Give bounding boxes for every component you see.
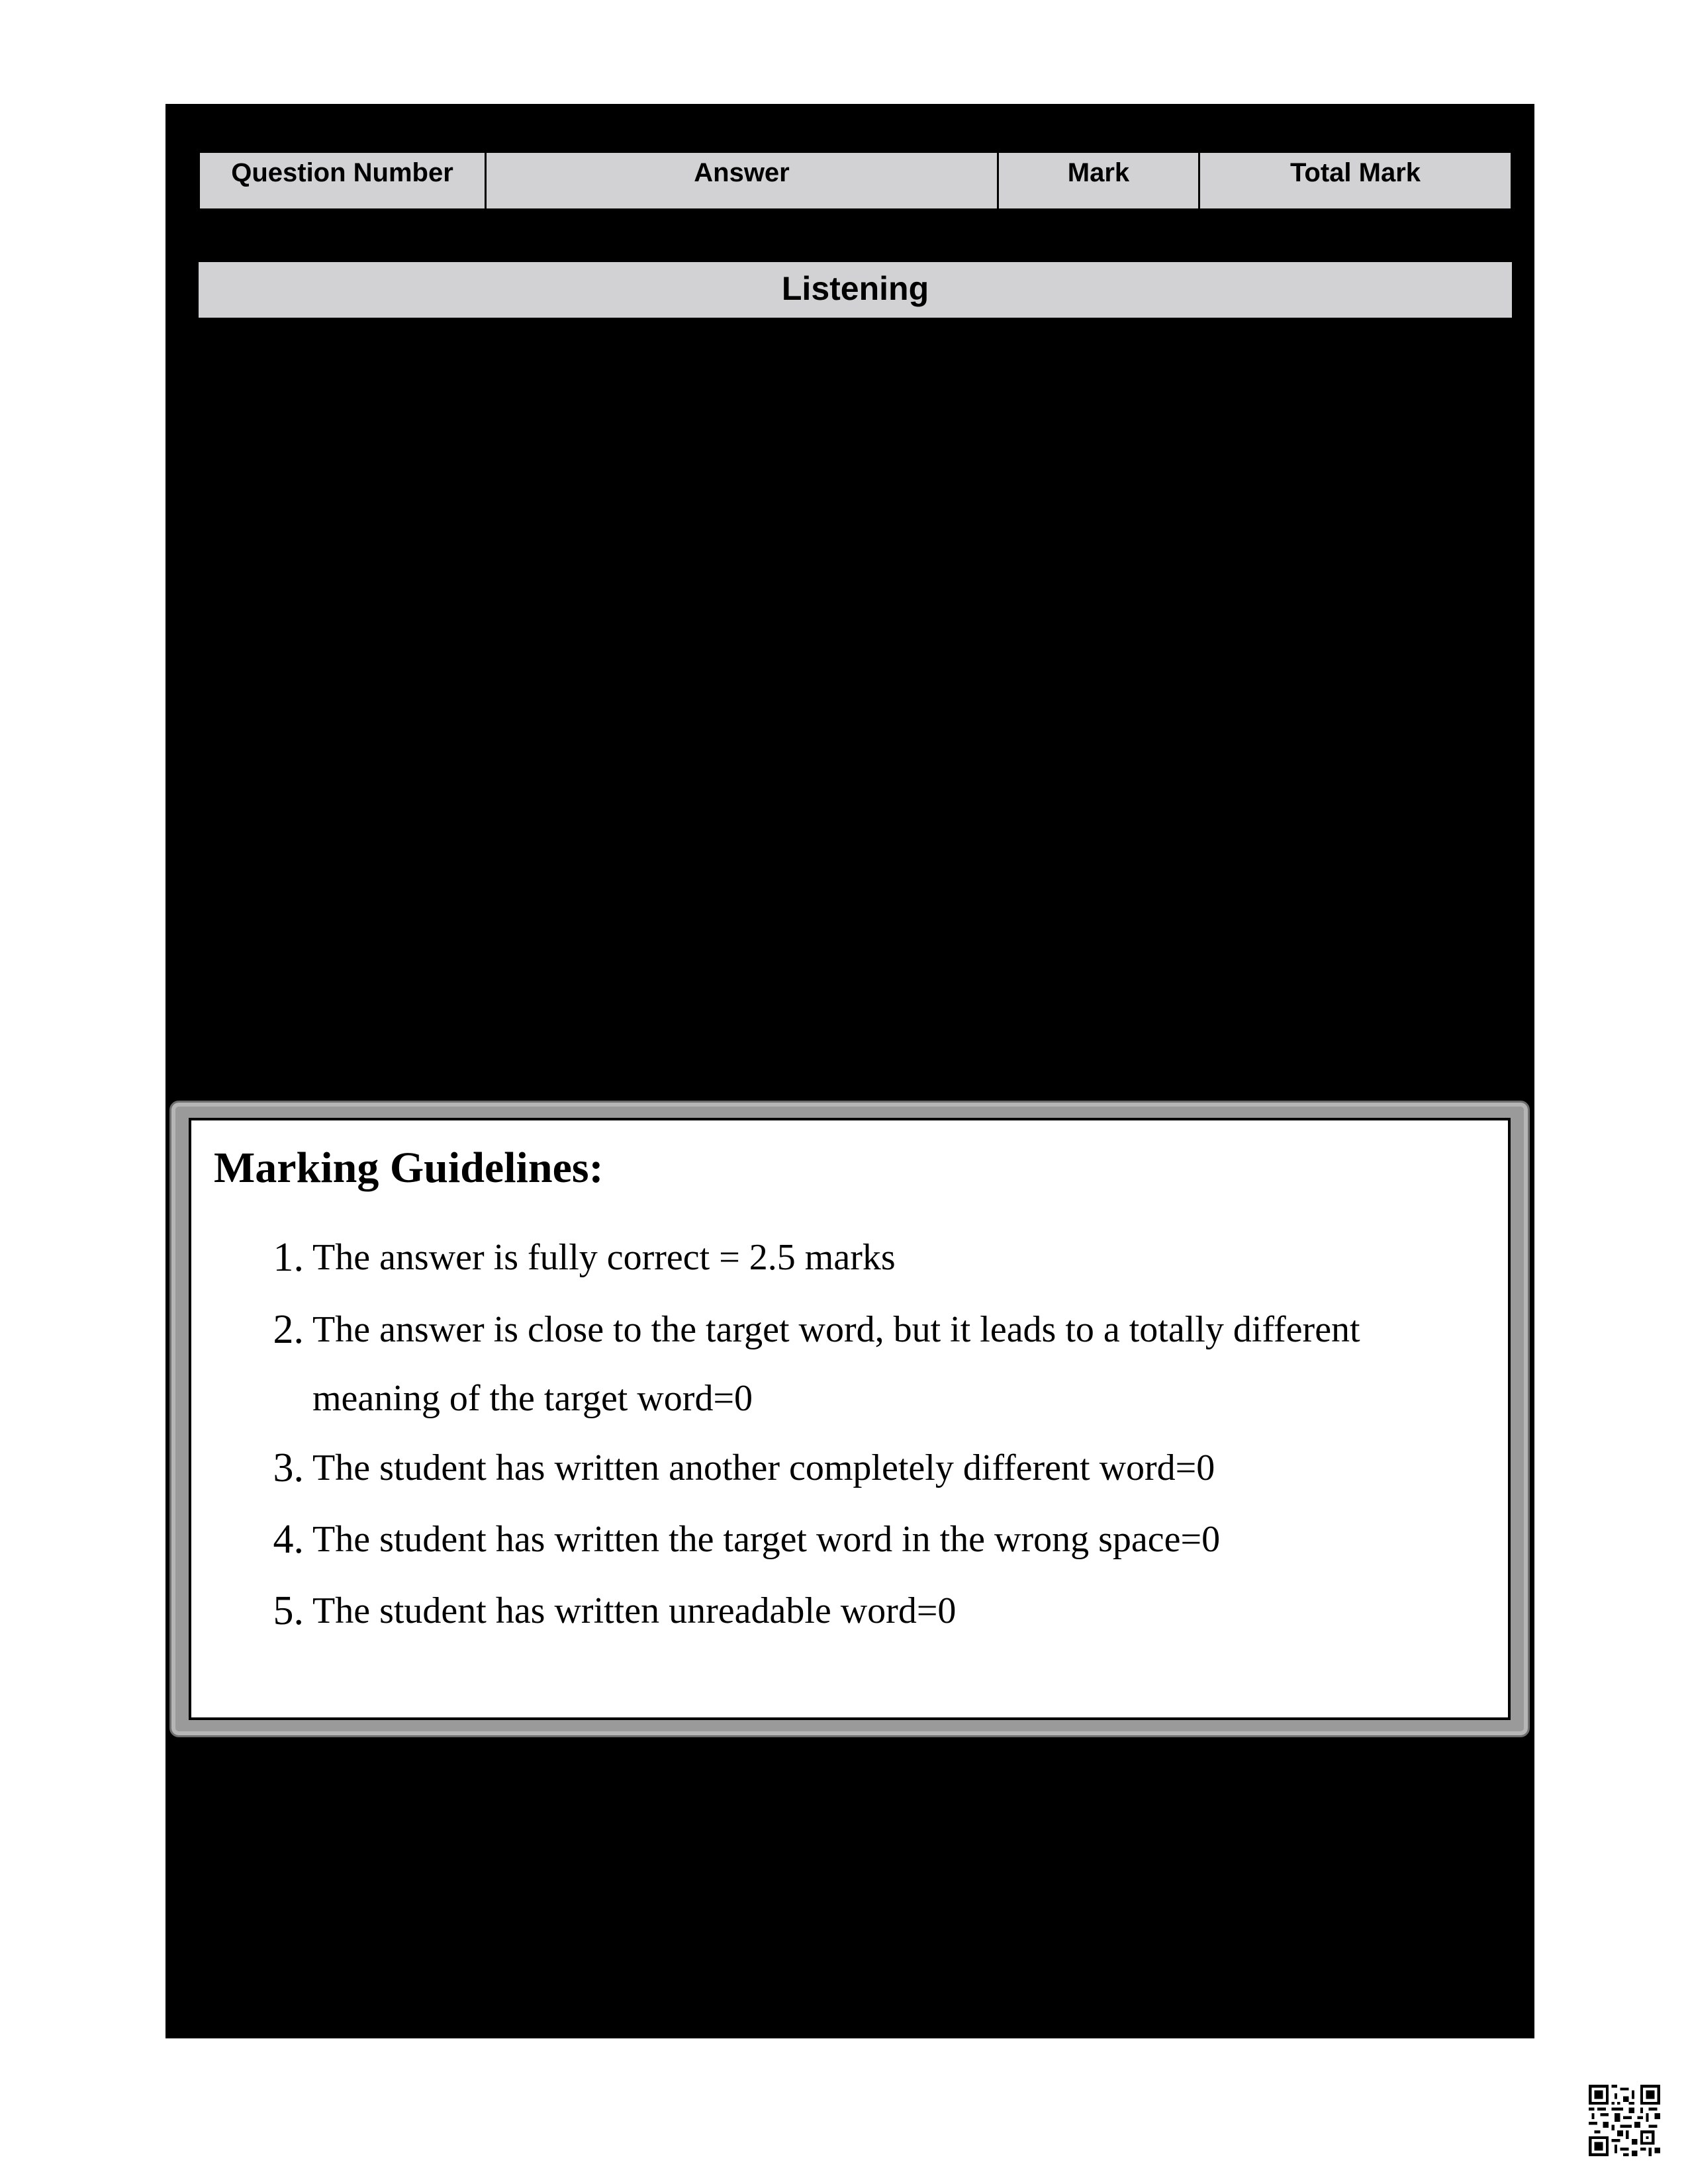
guideline-item <box>191 1445 1508 1491</box>
guideline-text: The student has written the target word in the wrong space=0 <box>312 1519 1221 1560</box>
section-title-listening: Listening <box>199 262 1512 318</box>
guideline-item <box>191 1295 1508 1433</box>
guideline-number: 4. <box>273 1517 304 1562</box>
guideline-number: 2. <box>273 1307 304 1352</box>
marking-guidelines-title: Marking Guidelines: <box>214 1144 604 1192</box>
answer-table-header <box>199 152 1512 210</box>
guideline-item <box>191 1588 1508 1634</box>
guideline-text: The answer is close to the target word, but it leads to a totally different meaning of the target word=0 <box>312 1309 1360 1419</box>
qr-code-icon <box>1589 2085 1660 2156</box>
guideline-item <box>191 1516 1508 1563</box>
marking-guidelines-frame <box>169 1101 1530 1737</box>
column-header-total-mark: Total Mark <box>1289 158 1421 187</box>
column-header-answer: Answer <box>487 153 999 208</box>
guideline-number: 1. <box>273 1235 304 1280</box>
marking-guidelines-list <box>191 1234 1508 1659</box>
guideline-item <box>191 1234 1508 1281</box>
guideline-number: 5. <box>273 1588 304 1633</box>
guideline-text: The answer is fully correct = 2.5 marks <box>312 1237 896 1278</box>
column-header-question-number: Question Number <box>200 153 487 208</box>
guideline-text: The student has written unreadable word=0 <box>312 1590 957 1631</box>
guideline-text: The student has written another completely different word=0 <box>312 1447 1215 1488</box>
guideline-number: 3. <box>273 1445 304 1490</box>
redacted-content-block <box>165 104 1534 2038</box>
marking-guidelines-box <box>189 1118 1511 1720</box>
column-header-mark: Mark <box>999 153 1200 208</box>
